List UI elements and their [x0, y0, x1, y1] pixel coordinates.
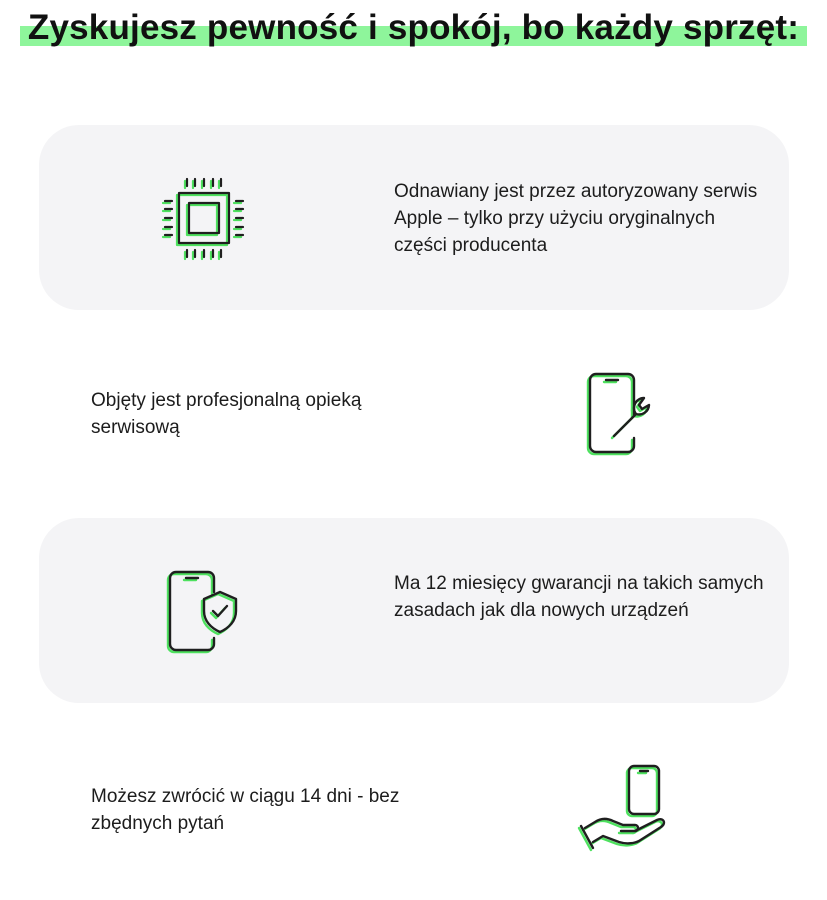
headline — [20, 10, 807, 46]
feature-card-professional-care — [39, 335, 789, 490]
feature-card-warranty — [39, 518, 789, 703]
feature-card-return-policy — [39, 750, 789, 900]
page-title: Zyskujesz pewność i spokój, bo każdy sprzęt: — [27, 8, 800, 47]
feature-text: Możesz zwrócić w ciągu 14 dni - bez zbędnych pytań — [91, 786, 400, 834]
feature-card-authorized-service — [39, 125, 789, 310]
feature-text: Objęty jest profesjonalną opieką serwisową — [91, 390, 362, 438]
hand-phone-icon — [577, 762, 677, 857]
chip-icon — [159, 173, 249, 263]
phone-wrench-icon — [584, 370, 674, 460]
phone-shield-icon — [164, 568, 254, 658]
feature-text: Odnawiany jest przez autoryzowany serwis Apple – tylko przy użyciu oryginalnych części producenta — [394, 181, 758, 256]
feature-text: Ma 12 miesięcy gwarancji na takich samych zasadach jak dla nowych urządzeń — [394, 573, 764, 621]
